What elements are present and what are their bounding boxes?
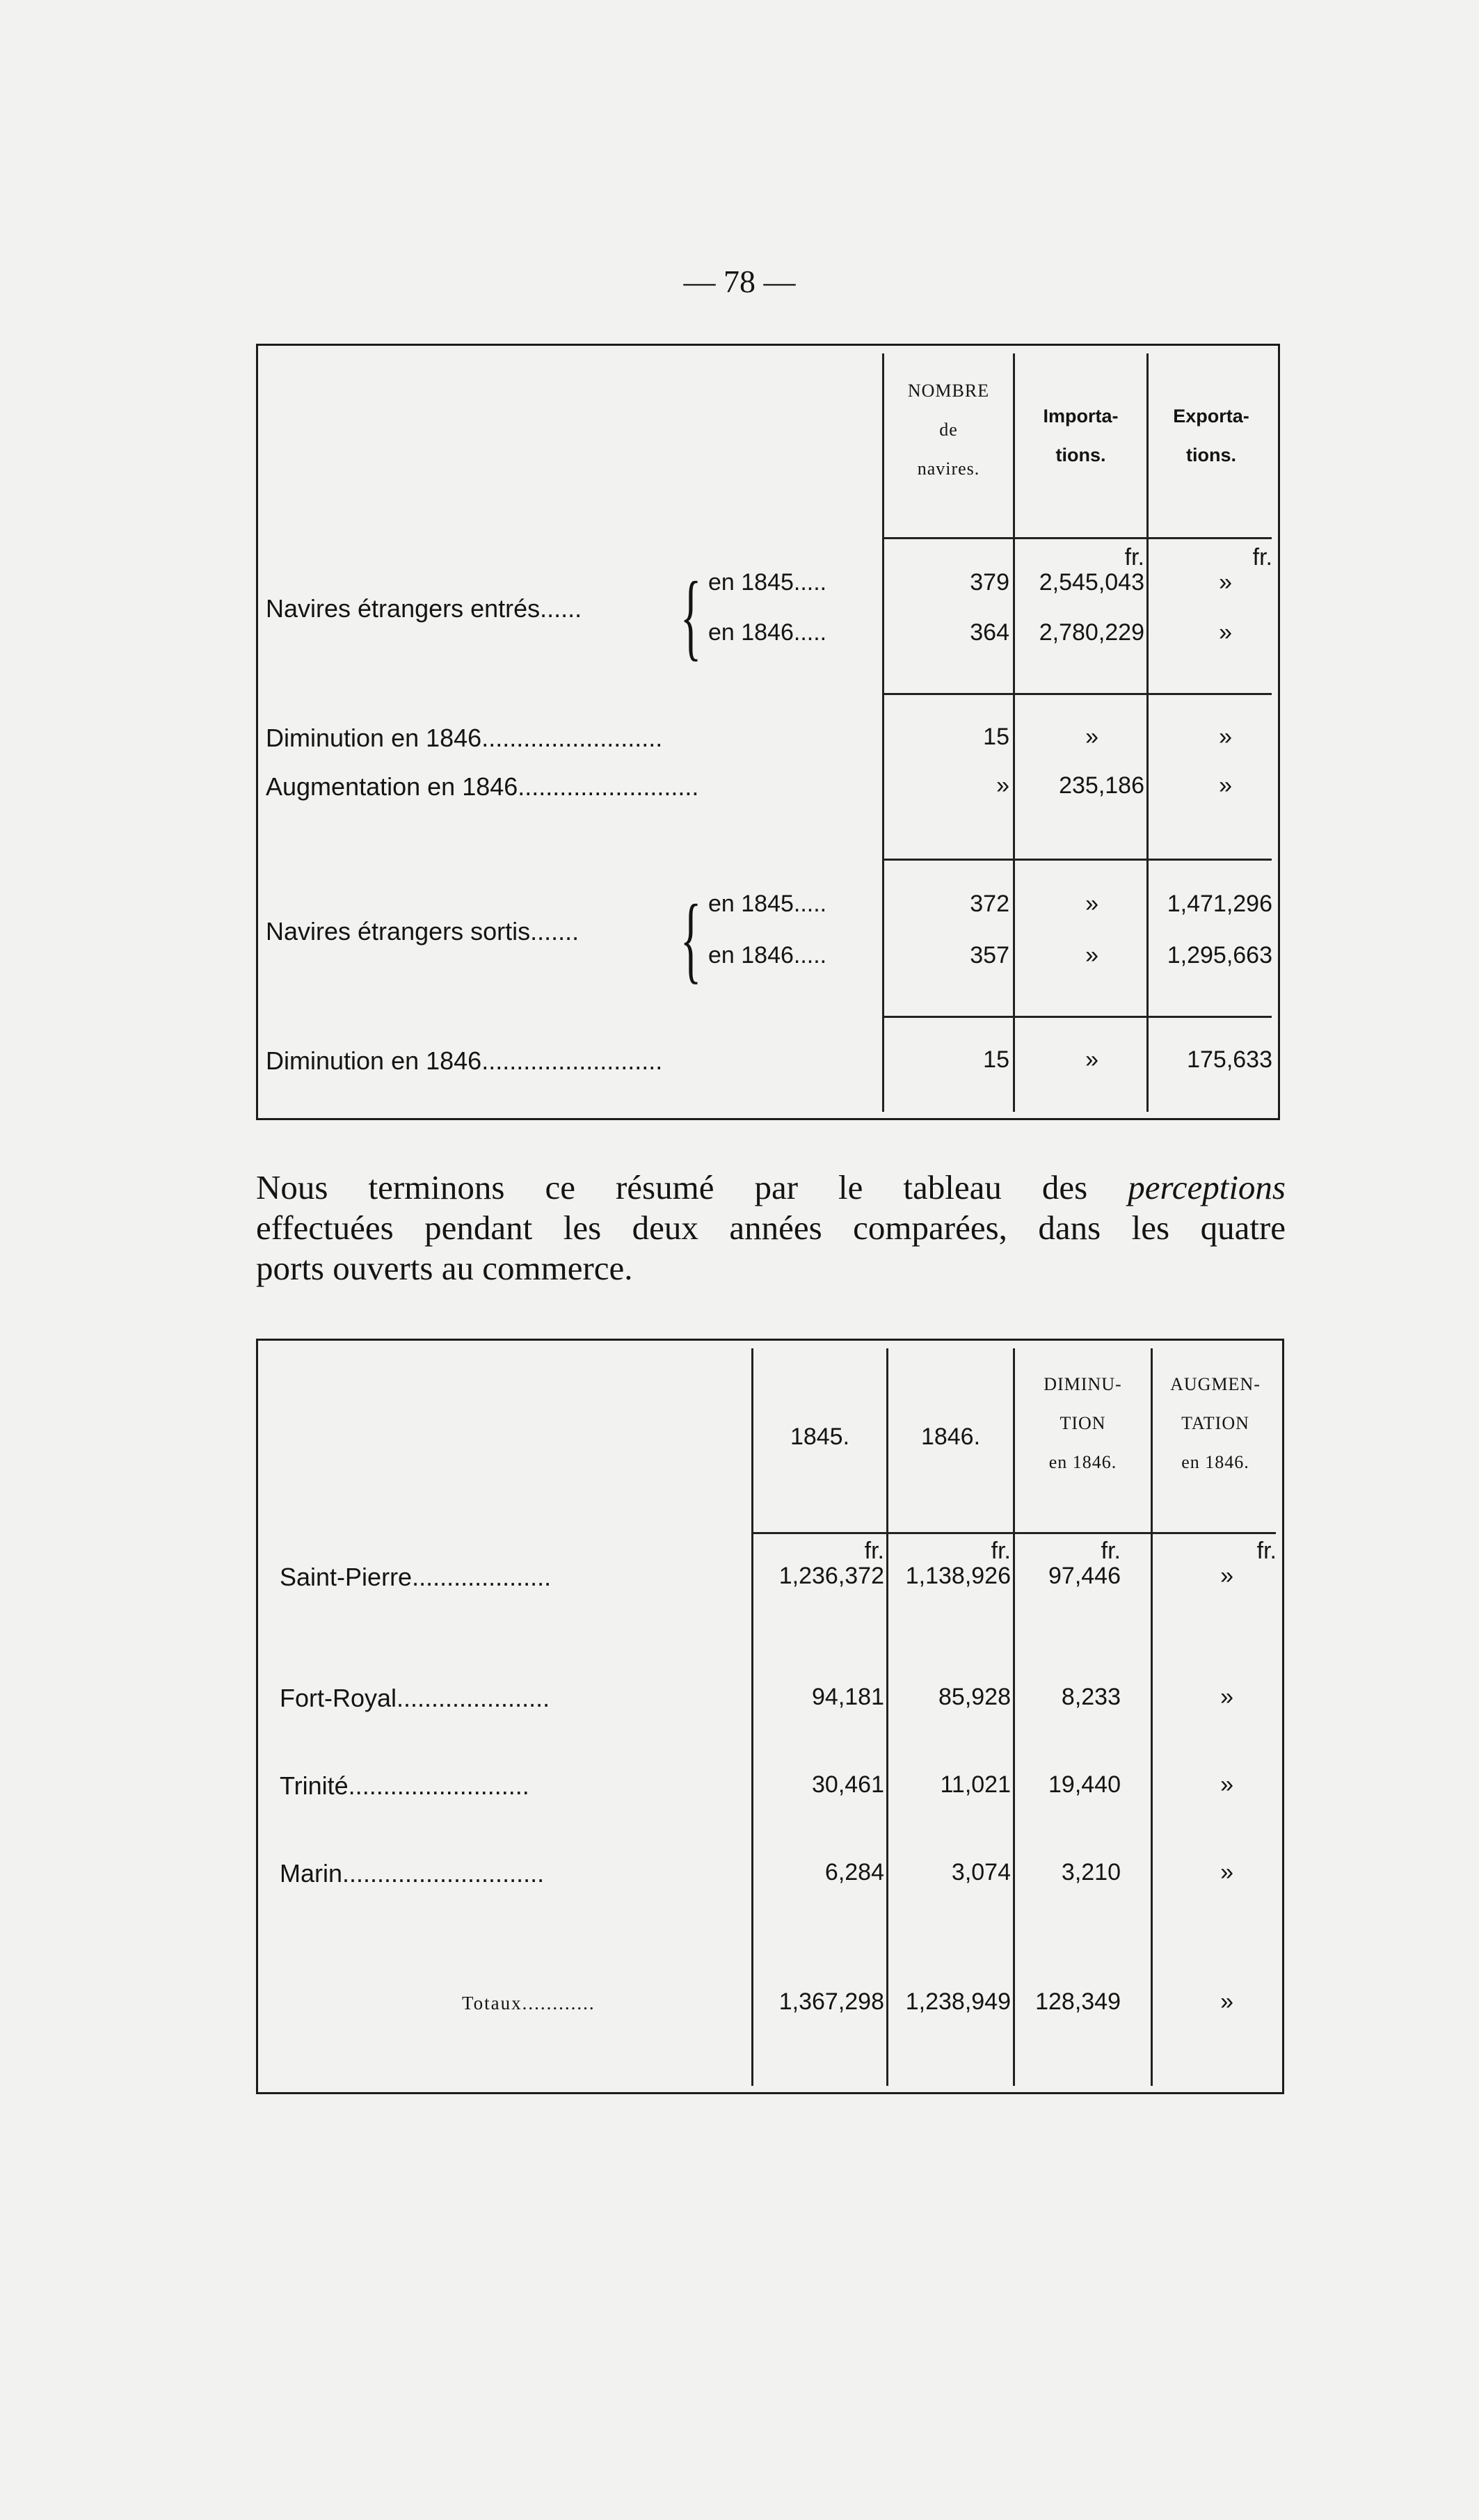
- augmentation-import: 235,186: [1059, 772, 1144, 799]
- sortis-1846-year: en 1846.....: [708, 942, 827, 968]
- trinite-diminution: 19,440: [1048, 1771, 1121, 1798]
- sum-rule-2: [884, 859, 1272, 861]
- port-saint-pierre: Saint-Pierre....................: [280, 1563, 552, 1591]
- label-diminution-2: Diminution en 1846..........................: [266, 1046, 663, 1075]
- diminution-1-export: »: [1219, 724, 1232, 750]
- marin-diminution: 3,210: [1061, 1859, 1121, 1885]
- entres-1845-year: en 1845.....: [708, 569, 827, 596]
- entres-1846-import: 2,780,229: [1039, 619, 1144, 646]
- marin-augmentation: »: [1220, 1859, 1233, 1885]
- label-augmentation: Augmentation en 1846..........................: [266, 772, 699, 801]
- saint-pierre-1846: 1,138,926: [905, 1563, 1011, 1589]
- totals-augmentation: »: [1220, 1988, 1233, 2015]
- header-diminution-line1: DIMINU-: [1044, 1374, 1122, 1394]
- ships-table: [256, 344, 1280, 1120]
- sortis-1845-navires: 372: [970, 891, 1009, 917]
- unit-import: fr.: [1124, 544, 1144, 571]
- fort-royal-1846: 85,928: [938, 1684, 1011, 1710]
- port-trinite: Trinité..........................: [280, 1771, 529, 1800]
- page-number: — 78 —: [683, 264, 796, 299]
- diminution-1-import: »: [1085, 724, 1098, 750]
- col-divider-1846: [886, 1348, 888, 2086]
- prose-emphasis: perceptions: [1128, 1168, 1286, 1206]
- fort-royal-diminution: 8,233: [1061, 1684, 1121, 1710]
- entres-1846-year: en 1846.....: [708, 619, 827, 646]
- port-marin: Marin.............................: [280, 1859, 545, 1888]
- header-diminution-line2: TION: [1060, 1413, 1106, 1433]
- port-fort-royal: Fort-Royal......................: [280, 1684, 550, 1712]
- label-navires-sortis: Navires étrangers sortis.......: [266, 917, 579, 946]
- entres-1846-export: »: [1219, 619, 1232, 646]
- header-rule-2: [753, 1532, 1276, 1534]
- trinite-1846: 11,021: [940, 1771, 1011, 1798]
- header-rule: [884, 537, 1272, 539]
- header-navires-line2: de: [939, 420, 958, 440]
- entres-1845-import: 2,545,043: [1039, 569, 1144, 596]
- summary-paragraph: [256, 1167, 1286, 1289]
- header-diminution: [1015, 1365, 1151, 1482]
- unit-export: fr.: [1252, 544, 1272, 571]
- header-augmentation: [1153, 1365, 1278, 1482]
- perceptions-table: [256, 1339, 1284, 2094]
- header-exportations: [1149, 397, 1274, 475]
- marin-1845: 6,284: [824, 1859, 884, 1885]
- trinite-1845: 30,461: [812, 1771, 884, 1798]
- col-divider-1845: [751, 1348, 753, 2086]
- diminution-2-import: »: [1085, 1046, 1098, 1073]
- trinite-augmentation: »: [1220, 1771, 1233, 1798]
- prose-line-2: effectuées pendant les deux années comparées, dans les quatre: [256, 1209, 1286, 1247]
- diminution-1-navires: 15: [983, 724, 1009, 750]
- saint-pierre-augmentation: »: [1220, 1563, 1233, 1589]
- header-exportations-line2: tions.: [1186, 445, 1236, 465]
- header-augmentation-line2: TATION: [1181, 1413, 1249, 1433]
- augmentation-export: »: [1219, 772, 1232, 799]
- unit-augmentation: fr.: [1256, 1538, 1277, 1564]
- header-importations-line1: Importa-: [1043, 406, 1119, 426]
- totals-1845: 1,367,298: [778, 1988, 884, 2015]
- diminution-2-export: 175,633: [1187, 1046, 1272, 1073]
- marin-1846: 3,074: [951, 1859, 1011, 1885]
- prose-line-1: [256, 1167, 1286, 1208]
- diminution-2-navires: 15: [983, 1046, 1009, 1073]
- fort-royal-1845: 94,181: [812, 1684, 884, 1710]
- sortis-1846-import: »: [1085, 942, 1098, 968]
- sortis-1845-export: 1,471,296: [1167, 891, 1272, 917]
- augmentation-navires: »: [996, 772, 1009, 799]
- header-diminution-line3: en 1846.: [1048, 1452, 1117, 1472]
- totals-label: Totaux............: [462, 1993, 595, 2013]
- entres-1846-navires: 364: [970, 619, 1009, 646]
- totals-1846: 1,238,949: [905, 1988, 1011, 2015]
- header-augmentation-line1: AUGMEN-: [1170, 1374, 1261, 1394]
- prose-line-3: ports ouverts au commerce.: [256, 1249, 633, 1287]
- header-augmentation-line3: en 1846.: [1181, 1452, 1249, 1472]
- header-navires: [884, 372, 1013, 488]
- saint-pierre-diminution: 97,446: [1048, 1563, 1121, 1589]
- brace-entres: {: [680, 562, 702, 670]
- sum-rule-1: [884, 693, 1272, 695]
- unit-1846: fr.: [991, 1538, 1011, 1564]
- unit-1845: fr.: [864, 1538, 884, 1564]
- sortis-1846-navires: 357: [970, 942, 1009, 968]
- prose-line-1-text: Nous terminons ce résumé par le tableau des: [256, 1168, 1088, 1206]
- header-navires-line3: navires.: [917, 458, 980, 479]
- label-diminution-1: Diminution en 1846..........................: [266, 724, 663, 752]
- saint-pierre-1845: 1,236,372: [778, 1563, 884, 1589]
- sortis-1846-export: 1,295,663: [1167, 942, 1272, 968]
- entres-1845-navires: 379: [970, 569, 1009, 596]
- header-importations: [1015, 397, 1146, 475]
- sortis-1845-year: en 1845.....: [708, 891, 827, 917]
- header-1845: 1845.: [790, 1424, 850, 1450]
- header-1846: 1846.: [920, 1424, 981, 1450]
- header-exportations-line1: Exporta-: [1173, 406, 1249, 426]
- header-navires-line1: NOMBRE: [907, 381, 990, 401]
- header-importations-line2: tions.: [1055, 445, 1106, 465]
- sortis-1845-import: »: [1085, 891, 1098, 917]
- unit-diminution: fr.: [1101, 1538, 1121, 1564]
- entres-1845-export: »: [1219, 569, 1232, 596]
- label-navires-entres: Navires étrangers entrés......: [266, 594, 582, 623]
- fort-royal-augmentation: »: [1220, 1684, 1233, 1710]
- brace-sortis: {: [680, 885, 702, 993]
- sum-rule-3: [884, 1016, 1272, 1018]
- totals-diminution: 128,349: [1035, 1988, 1121, 2015]
